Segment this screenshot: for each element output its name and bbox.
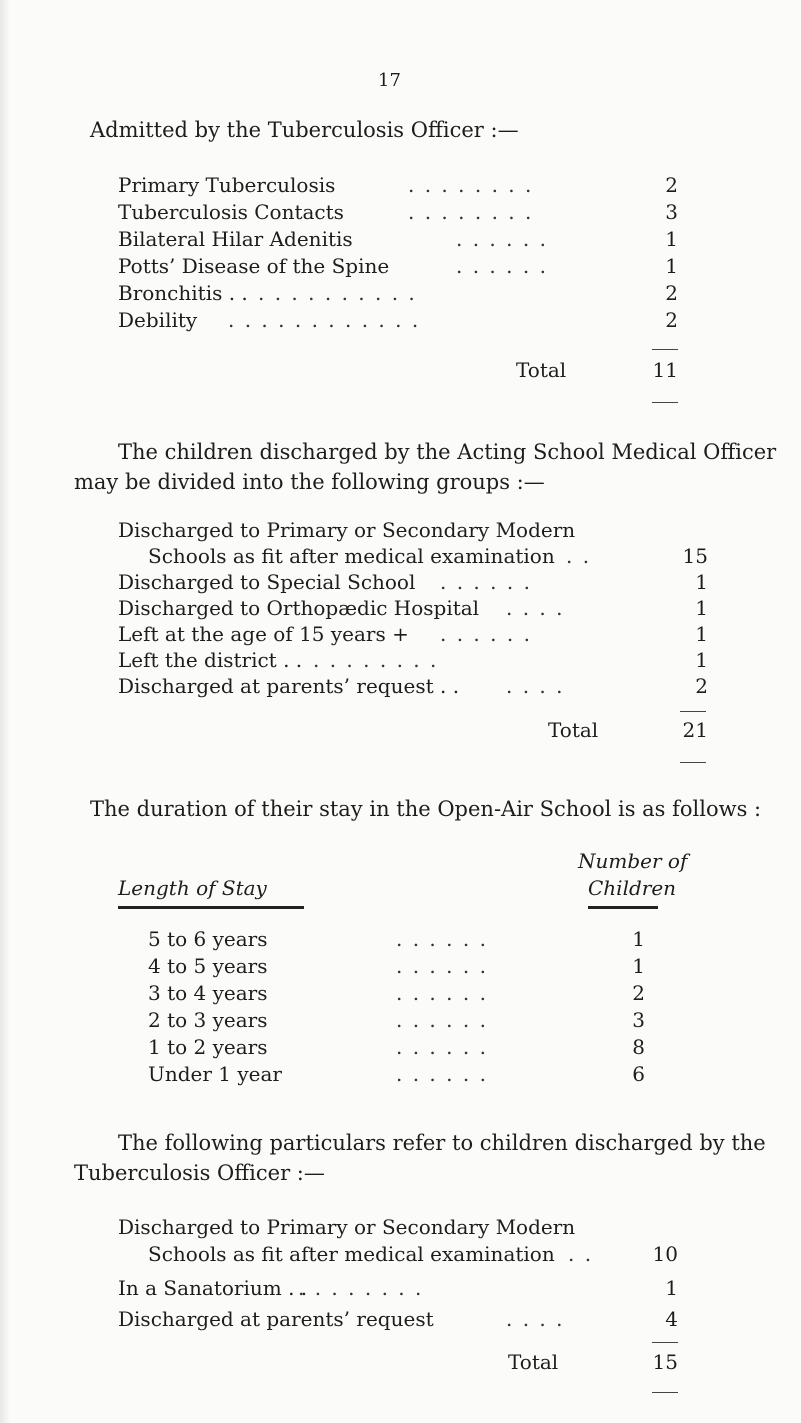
list-item	[118, 1276, 678, 1302]
children-count: 2	[632, 981, 645, 1005]
leader-dots: . . . . . .	[396, 981, 488, 1005]
col2-header-line2: Children	[588, 876, 677, 900]
leader-dots: . . . . . . . .	[408, 173, 534, 197]
sum-rule	[652, 1392, 678, 1393]
leader-dots: . .	[566, 544, 592, 568]
item-value: 1	[695, 596, 708, 620]
item-value: 2	[665, 281, 678, 305]
list-item	[118, 1215, 678, 1241]
col2-underline	[588, 906, 658, 909]
item-value: 1	[695, 570, 708, 594]
item-label: Schools as fit after medical examination	[148, 1242, 555, 1266]
children-count: 1	[632, 954, 645, 978]
col1-header: Length of Stay	[118, 876, 267, 900]
col1-underline	[118, 906, 304, 909]
section4-intro-line1: The following particulars refer to children discharged by the	[118, 1131, 766, 1155]
item-value: 1	[665, 254, 678, 278]
list-item	[148, 1242, 678, 1268]
leader-dots: . . . . . .	[396, 1008, 488, 1032]
leader-dots: . . . . . .	[396, 1035, 488, 1059]
list-item	[118, 518, 708, 544]
page-number: 17	[378, 70, 401, 91]
leader-dots: . . . . . . . .	[313, 648, 439, 672]
leader-dots: . . . . . . . . . .	[258, 281, 417, 305]
item-label: Debility	[118, 308, 198, 332]
item-label: Left at the age of 15 years +	[118, 622, 409, 646]
sum-rule	[652, 1342, 678, 1343]
stay-length: Under 1 year	[148, 1062, 282, 1086]
sum-rule	[652, 402, 678, 403]
leader-dots: . . . .	[506, 596, 565, 620]
item-label: Bilateral Hilar Adenitis	[118, 227, 353, 251]
list-item	[118, 648, 708, 674]
item-value: 4	[665, 1307, 678, 1331]
leader-dots: . . . . . .	[396, 954, 488, 978]
total-label: Total	[548, 718, 599, 742]
item-label: Left the district . .	[118, 648, 303, 672]
leader-dots: . . . . . .	[396, 927, 488, 951]
list-item	[118, 254, 678, 280]
table-row	[148, 1062, 668, 1088]
children-count: 8	[632, 1035, 645, 1059]
leader-dots: . . . . . .	[456, 254, 548, 278]
children-count: 6	[632, 1062, 645, 1086]
total-value: 21	[682, 718, 708, 742]
section3-intro: The duration of their stay in the Open-Air School is as follows :	[90, 797, 762, 821]
list-item	[118, 173, 678, 199]
list-item	[118, 596, 708, 622]
item-label: Discharged to Primary or Secondary Modern	[118, 1215, 576, 1239]
leader-dots: . . . . . . . .	[408, 200, 534, 224]
leader-dots: . . . . . .	[440, 570, 532, 594]
item-value: 2	[665, 308, 678, 332]
page-edge-shadow	[0, 0, 10, 1423]
stay-length: 4 to 5 years	[148, 954, 268, 978]
item-label: In a Sanatorium . .	[118, 1276, 308, 1300]
item-label: Discharged at parents’ request	[118, 1307, 434, 1331]
section2-intro-line1: The children discharged by the Acting School Medical Officer	[118, 440, 777, 464]
list-item	[118, 1307, 678, 1333]
table-row	[148, 981, 668, 1007]
item-label: Discharged to Orthopædic Hospital	[118, 596, 480, 620]
table-row	[148, 954, 668, 980]
children-count: 3	[632, 1008, 645, 1032]
list-item	[118, 622, 708, 648]
item-label: Discharged at parents’ request . .	[118, 674, 460, 698]
item-value: 3	[665, 200, 678, 224]
stay-length: 5 to 6 years	[148, 927, 268, 951]
total-label: Total	[508, 1350, 559, 1374]
item-label: Tuberculosis Contacts	[118, 200, 344, 224]
item-value: 1	[695, 648, 708, 672]
leader-dots: . . . . . .	[440, 622, 532, 646]
section1-heading: Admitted by the Tuberculosis Officer :—	[90, 118, 519, 142]
item-label: Discharged to Primary or Secondary Modern	[118, 518, 576, 542]
section2-intro-line2: may be divided into the following groups :—	[74, 470, 545, 494]
sum-rule	[680, 762, 706, 763]
children-count: 1	[632, 927, 645, 951]
leader-dots: . . . .	[506, 1307, 565, 1331]
list-item	[118, 227, 678, 253]
stay-length: 3 to 4 years	[148, 981, 268, 1005]
item-label: Schools as fit after medical examination	[148, 544, 555, 568]
list-item	[118, 308, 678, 334]
item-label: Potts’ Disease of the Spine	[118, 254, 390, 278]
item-value: 10	[652, 1242, 678, 1266]
leader-dots: . .	[568, 1242, 594, 1266]
list-item	[118, 200, 678, 226]
item-value: 2	[695, 674, 708, 698]
list-item	[118, 674, 708, 700]
item-value: 1	[695, 622, 708, 646]
leader-dots: . . . . . . . .	[298, 1276, 424, 1300]
leader-dots: . . . . . .	[456, 227, 548, 251]
col2-header-line1: Number of	[578, 849, 688, 873]
leader-dots: . . . . . . . . . . . .	[228, 308, 421, 332]
item-label: Bronchitis . .	[118, 281, 248, 305]
section4-intro-line2: Tuberculosis Officer :—	[74, 1161, 325, 1185]
item-value: 1	[665, 1276, 678, 1300]
list-item	[118, 281, 678, 307]
total-value: 11	[652, 358, 678, 382]
table-row	[148, 927, 668, 953]
table-row	[148, 1035, 668, 1061]
leader-dots: . . . .	[506, 674, 565, 698]
sum-rule	[652, 349, 678, 350]
table-row	[148, 1008, 668, 1034]
stay-length: 2 to 3 years	[148, 1008, 268, 1032]
item-label: Primary Tuberculosis	[118, 173, 336, 197]
item-value: 2	[665, 173, 678, 197]
item-value: 15	[682, 544, 708, 568]
item-label: Discharged to Special School	[118, 570, 416, 594]
sum-rule	[680, 711, 706, 712]
stay-length: 1 to 2 years	[148, 1035, 268, 1059]
total-label: Total	[516, 358, 567, 382]
leader-dots: . . . . . .	[396, 1062, 488, 1086]
total-value: 15	[652, 1350, 678, 1374]
list-item	[148, 544, 708, 570]
item-value: 1	[665, 227, 678, 251]
list-item	[118, 570, 708, 596]
